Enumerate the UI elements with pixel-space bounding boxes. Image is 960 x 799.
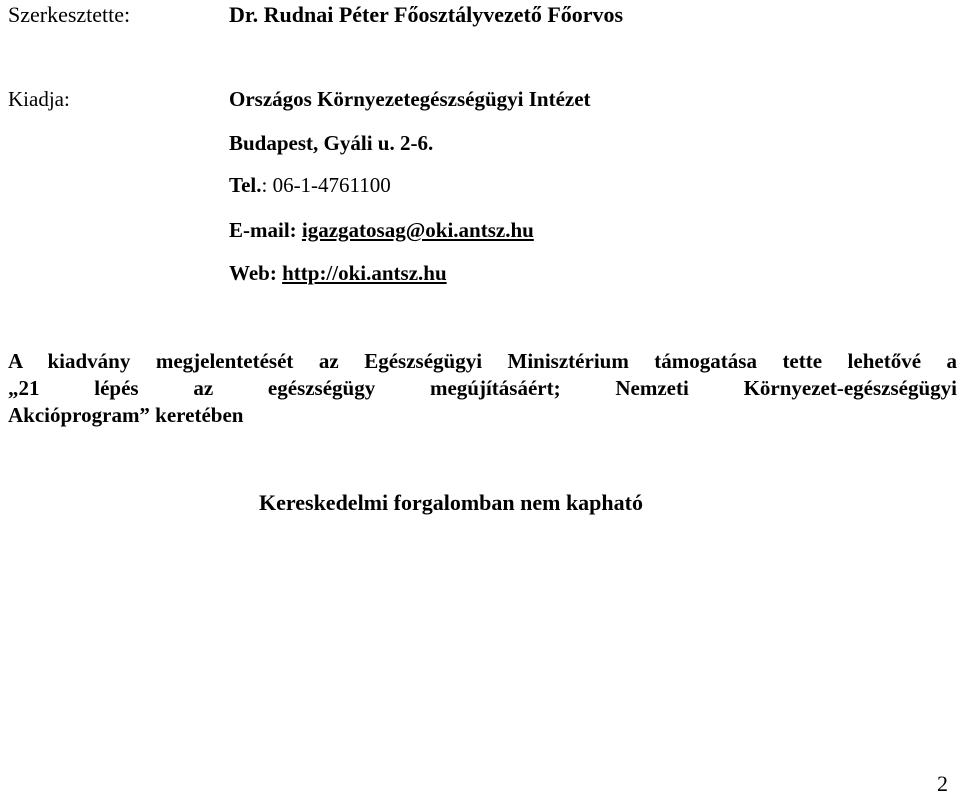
- email-label: E-mail:: [229, 218, 302, 242]
- page-number: 2: [937, 771, 948, 796]
- support-line-3: Akcióprogram” keretében: [8, 403, 244, 427]
- not-for-sale-notice: Kereskedelmi forgalomban nem kapható: [259, 490, 643, 515]
- phone-value: : 06-1-4761100: [261, 173, 391, 197]
- editor-name: Dr. Rudnai Péter Főosztályvezető Főorvos: [229, 2, 624, 27]
- support-line-1: A kiadvány megjelentetését az Egészségügyi Minisztérium támogatása tette lehetővé a: [8, 349, 957, 373]
- publisher-organization: Országos Környezetegészségügyi Intézet: [229, 87, 591, 111]
- web-link[interactable]: http://oki.antsz.hu: [282, 261, 447, 285]
- publisher-label: Kiadja:: [8, 87, 70, 111]
- publisher-address: Budapest, Gyáli u. 2-6.: [229, 131, 434, 155]
- editor-label: Szerkesztette:: [8, 2, 131, 27]
- phone-label: Tel.: [229, 173, 262, 197]
- email-link[interactable]: igazgatosag@oki.antsz.hu: [301, 218, 534, 242]
- publisher-web: [229, 261, 447, 286]
- web-label: Web:: [229, 261, 283, 285]
- publisher-phone: [229, 173, 391, 198]
- support-line-2: „21 lépés az egészségügy megújításáért; Nemzeti Környezet-egészségügyi: [8, 376, 957, 400]
- publisher-email: [229, 218, 534, 243]
- support-paragraph: [8, 348, 957, 429]
